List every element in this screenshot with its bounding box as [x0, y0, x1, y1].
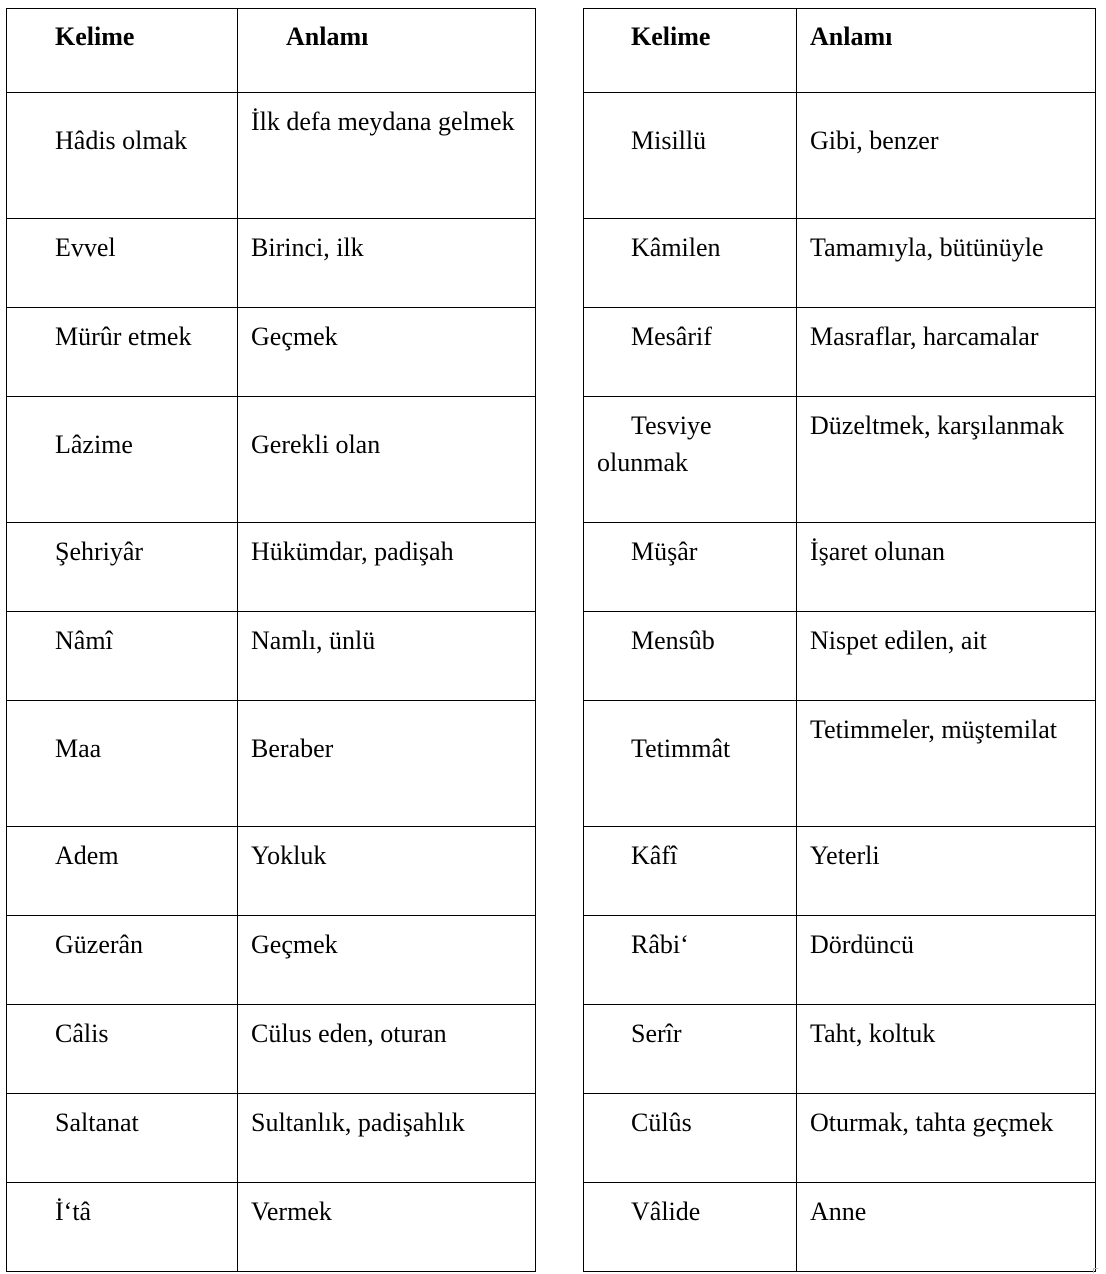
word-cell: Tesviye olunmak: [597, 411, 712, 477]
table-row: [584, 1005, 1096, 1094]
table-row: [7, 523, 536, 612]
table-row: [584, 827, 1096, 916]
header-word: Kelime: [55, 22, 135, 51]
meaning-cell: Sultanlık, padişahlık: [251, 1108, 465, 1137]
word-cell: İ‘tâ: [55, 1197, 92, 1226]
meaning-cell: Cülus eden, oturan: [251, 1019, 447, 1048]
table-row: [584, 397, 1096, 523]
word-cell: Serîr: [631, 1019, 682, 1048]
table-row: [7, 1094, 536, 1183]
meaning-cell: Geçmek: [251, 322, 338, 351]
table-row: [584, 916, 1096, 1005]
meaning-cell: Oturmak, tahta geçmek: [810, 1108, 1054, 1137]
word-cell: Evvel: [55, 233, 116, 262]
meaning-cell: İşaret olunan: [810, 537, 946, 566]
word-cell: Râbi‘: [631, 930, 689, 959]
word-cell: Kâmilen: [631, 233, 721, 262]
meaning-cell: Masraflar, harcamalar: [810, 322, 1039, 351]
vocabulary-table-right: [583, 8, 1096, 1272]
word-cell: Maa: [55, 734, 102, 763]
meaning-cell: Namlı, ünlü: [251, 626, 376, 655]
table-row: [584, 219, 1096, 308]
vocabulary-table-left: [6, 8, 536, 1272]
meaning-cell: Dördüncü: [810, 930, 914, 959]
table-row: [584, 308, 1096, 397]
meaning-cell: Geçmek: [251, 930, 338, 959]
table-row: [584, 1183, 1096, 1272]
word-cell: Güzerân: [55, 930, 144, 959]
table-row: [7, 827, 536, 916]
header-meaning: Anlamı: [286, 22, 369, 51]
table-row: [7, 397, 536, 523]
meaning-cell: Nispet edilen, ait: [810, 626, 987, 655]
table-row: [584, 612, 1096, 701]
table-row: [584, 1094, 1096, 1183]
meaning-cell: Taht, koltuk: [810, 1019, 936, 1048]
meaning-cell: Gibi, benzer: [810, 126, 939, 155]
meaning-cell: Yokluk: [251, 841, 327, 870]
word-cell: Hâdis olmak: [55, 126, 188, 155]
word-cell: Câlis: [55, 1019, 109, 1048]
header-word: Kelime: [631, 22, 711, 51]
table-row: [7, 1183, 536, 1272]
header-cell-word: [7, 9, 238, 93]
table-row: [7, 308, 536, 397]
word-cell: Mesârif: [631, 322, 712, 351]
meaning-cell: Gerekli olan: [251, 430, 381, 459]
word-cell: Saltanat: [55, 1108, 139, 1137]
table-row: [7, 219, 536, 308]
word-cell: Şehriyâr: [55, 537, 144, 566]
word-cell: Kâfî: [631, 841, 678, 870]
word-cell: Tetimmât: [631, 734, 731, 763]
table-row: [584, 523, 1096, 612]
word-cell: Misillü: [631, 126, 707, 155]
header-cell-meaning: [797, 9, 1096, 93]
word-cell: Mürûr etmek: [55, 322, 192, 351]
header-cell-word: [584, 9, 797, 93]
meaning-cell: Anne: [810, 1197, 867, 1226]
word-cell: Adem: [55, 841, 119, 870]
table-row: [7, 701, 536, 827]
table-row: [7, 916, 536, 1005]
header-meaning: Anlamı: [810, 22, 893, 51]
corner-crop-mark: [1093, 1268, 1098, 1273]
word-cell: Vâlide: [631, 1197, 701, 1226]
meaning-cell: Birinci, ilk: [251, 233, 364, 262]
table-row: [584, 93, 1096, 219]
table-row: [7, 93, 536, 219]
word-cell: Cülûs: [631, 1108, 692, 1137]
word-cell: Müşâr: [631, 537, 698, 566]
meaning-cell: Vermek: [251, 1197, 332, 1226]
meaning-cell: Hükümdar, padişah: [251, 537, 454, 566]
meaning-cell: Düzeltmek, karşılanmak: [810, 411, 1065, 440]
table-header-row: [7, 9, 536, 93]
table-row: [7, 1005, 536, 1094]
meaning-cell: Tetimmeler, müştemilat: [810, 715, 1057, 744]
table-header-row: [584, 9, 1096, 93]
meaning-cell: Tamamıyla, bütünüyle: [810, 233, 1044, 262]
table-row: [7, 612, 536, 701]
word-cell: Nâmî: [55, 626, 113, 655]
meaning-cell: Beraber: [251, 734, 334, 763]
meaning-cell: İlk defa meydana gelmek: [251, 107, 515, 136]
table-row: [584, 701, 1096, 827]
meaning-cell: Yeterli: [810, 841, 880, 870]
word-cell: Lâzime: [55, 430, 133, 459]
header-cell-meaning: [238, 9, 536, 93]
word-cell: Mensûb: [631, 626, 715, 655]
